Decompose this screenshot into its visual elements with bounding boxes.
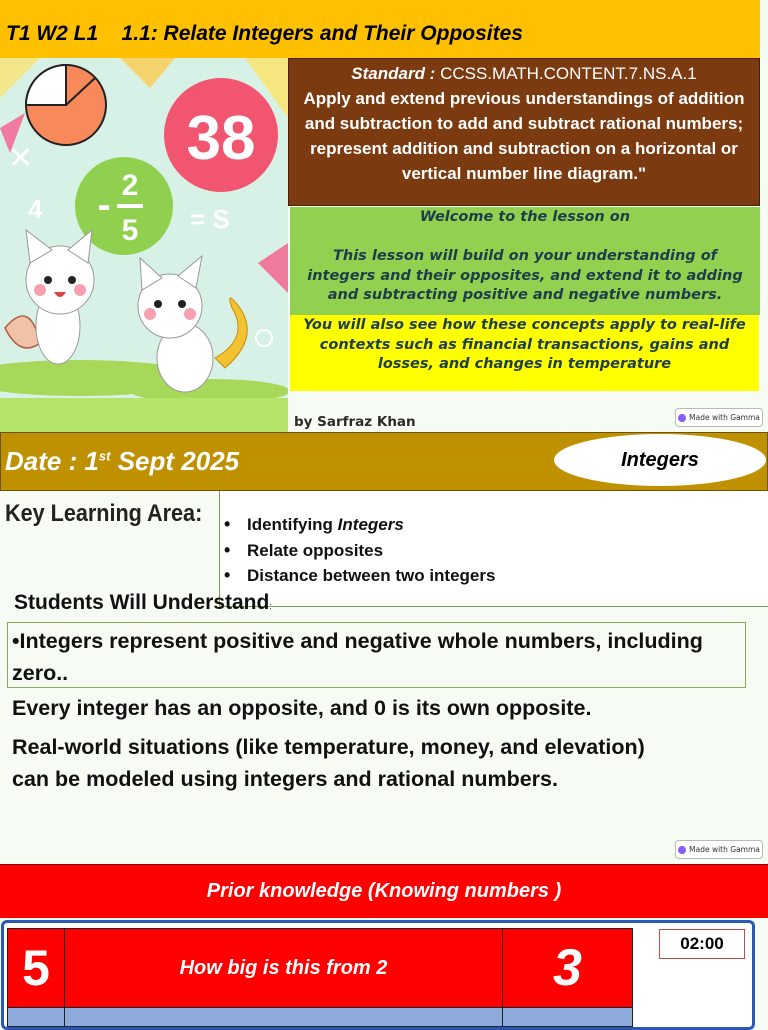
gamma-badge-label: Made with Gamma [689,413,760,422]
made-with-gamma-badge[interactable] [675,840,763,859]
standard-description: Apply and extend previous understandings of addition and subtraction to add and subtract rational numbers; represent addition and subtraction on a horizontal or vertical number line diagram." [303,89,745,183]
standard-code: CCSS.MATH.CONTENT.7.NS.A.1 [440,64,697,83]
standard-panel [288,58,760,206]
made-with-gamma-badge[interactable] [675,408,763,427]
gamma-icon [678,414,686,422]
svg-text:✕: ✕ [8,141,34,176]
question-text: How big is this from 2 [64,928,503,1008]
svg-text:= S: = S [190,204,230,234]
table-cell [64,1007,503,1027]
welcome-panel [290,207,760,315]
lesson-date: Date : 1st Sept 2025 [5,446,240,476]
key-learning-list [224,512,495,589]
table-cell [7,1007,65,1027]
lesson-illustration [0,58,288,432]
understand-heading: Students Will Understand: [14,591,272,614]
author-credit: by Sarfraz Khan [294,414,416,430]
svg-text:2: 2 [121,169,139,202]
countdown-timer[interactable]: 02:00 [659,929,745,959]
welcome-description: This lesson will build on your understanding of integers and their opposites, and extend it to adding and subtracting positive and negative numbers. [307,248,743,303]
svg-text:5: 5 [121,214,139,247]
key-learning-item: • Identifying Integers [224,512,495,538]
gamma-icon [678,846,686,854]
question-answer: 3 [502,928,633,1008]
gamma-badge-label: Made with Gamma [689,845,760,854]
lesson-title: T1 W2 L1 1.1: Relate Integers and Their Opposites [6,22,523,45]
illustration-number: 38 [186,104,256,173]
topic-badge: Integers [554,434,766,486]
understand-point: Real-world situations (like temperature, money, and elevation) can be modeled using integers and rational numbers. [12,735,645,791]
key-learning-item: • Relate opposites [224,538,495,564]
real-life-panel [290,315,759,391]
prior-knowledge-bar: Prior knowledge (Knowing numbers ) [0,864,768,918]
key-learning-item: • Distance between two integers [224,563,495,589]
question-number: 5 [7,928,65,1008]
understand-point: •Integers represent positive and negative whole numbers, including zero.. [12,629,703,685]
cats-math-illustration [0,58,288,432]
understand-point: Every integer has an opposite, and 0 is its own opposite. [12,696,592,720]
key-learning-label: Key Learning Area: [5,500,203,527]
standard-label: Standard : [351,64,441,83]
welcome-heading: Welcome to the lesson on [419,209,631,225]
real-life-text: You will also see how these concepts apply to real-life contexts such as financial transactions, gains and losses, and changes in temperature [303,317,746,372]
svg-text:4: 4 [28,194,43,224]
table-cell [502,1007,633,1027]
svg-text:-: - [97,183,111,227]
